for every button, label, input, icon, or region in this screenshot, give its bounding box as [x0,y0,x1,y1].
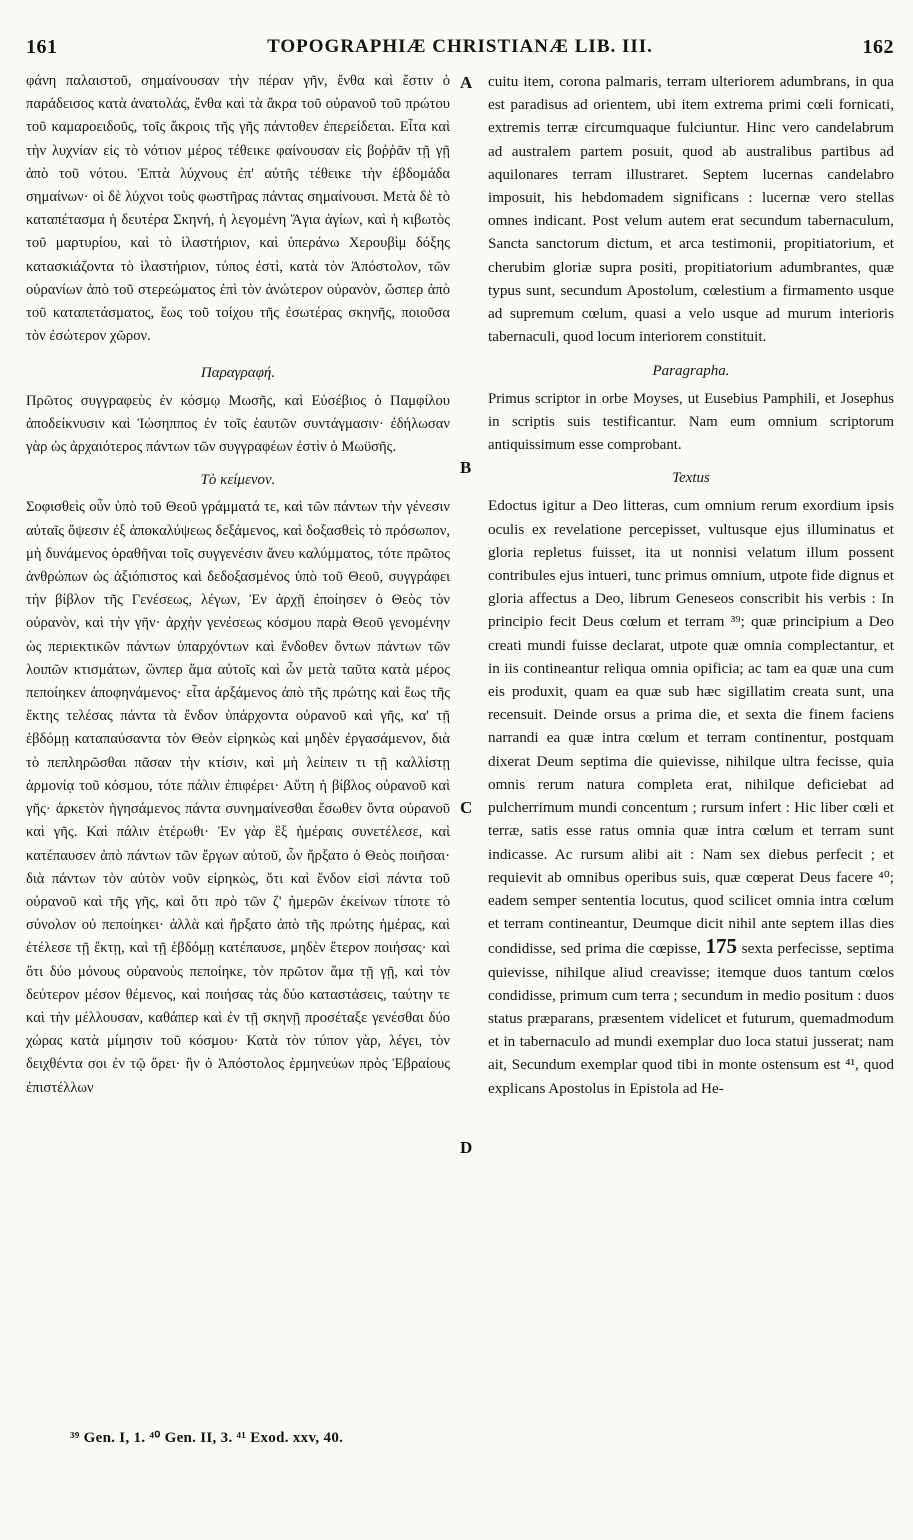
greek-paragraph-3: Σοφισθεὶς οὖν ὑπὸ τοῦ Θεοῦ γράμματά τε, καὶ τῶν πάντων τὴν γένεσιν αὐταῖς ὄψεσιν ἐξ ἀποκαλύψεως δεξάμενος, καὶ δοξασθεὶς τὸ πρόσωπον, μὴ δυνάμενος ὁραθῆναι τοῖς συγγενέσιν ἄνευ καλύμματος, τότε πρῶτος ἀνθρώπων ὡς ἀξιόπιστος καὶ δεδοξασμένος ὑπὸ τοῦ Θεοῦ, συγγράφει τὴν βίβλον τῆς Γενέσεως, λέγων, Ἐν ἀρχῇ ἐποίησεν ὁ Θεὸς τὸν οὐρανὸν, καὶ τὴν γῆν· ἀρχὴν γενέσεως κόσμου παρὰ Θεοῦ γενομένην ὡς περιεκτικῶν πάντων ὑπαρχόντων καὶ ἔνδοθεν ὄντων πάντων τῶν λοιπῶν κτισμάτων, ὥνπερ ἅμα αὐτοῖς καὶ ὧν μετὰ ταῦτα κατὰ μέρος πεποίηκεν ἀποφηνάμενος· εἶτα ἀρξάμενος ἀπὸ τῆς πρώτης καὶ ἕως τῆς ἕκτης τελέσας πάντα τὰ ἔνδον ὑπάρχοντα οὐρανοῦ καὶ γῆς, κα' τῇ ἑβδόμῃ καταπαύσαντα τὸν Θεὸν εἰρηκὼς καὶ μηδὲν ἐργασάμενον, διὰ τὸ πεπληρῶσθαι πᾶσαν τὴν κτίσιν, καὶ μὴ λείπειν τι τῇ καλλίστῃ ἁρμονίᾳ τοῦ κόσμου, τότε πάλιν ἐπιφέρει· Αὕτη ἡ βίβλος οὐρανοῦ καὶ γῆς· ἀρκετὸν ἡγησάμενος πάντα συνημαίνεσθαι ἔσωθεν ὄντα οὐρανοῦ καὶ γῆς. Καὶ πάλιν ἑτέρωθι· Ἐν γὰρ ἓξ ἡμέραις συνετέλεσε, καὶ κατέπαυσεν ἀπὸ πάντων τῶν ἔργων αὐτοῦ, ὧν ἤρξατο ὁ Θεὸς ποιῆσαι· διὰ πάντων τὸν αὐτὸν νοῦν εἰρηκὼς, ὅτι καὶ ἔνδον εἰσὶ πάντα τοῦ οὐρανοῦ καὶ τῆς γῆς, καὶ ὅτι πρὸ τῶν ζ' ἡμερῶν ἐκείνων τίποτε τὸ σύνολον οὐ πεποίηκει· ἀλλὰ καὶ ἤρξατο ἀπὸ τῆς πρώτης ἡμέρας, καὶ ἐτέλεσε τῇ ἕκτῃ, καὶ τῇ ἑβδόμῃ κατέπαυσε, μηδὲν ἕτερον ποιήσας· καὶ ὅτι δύο μόνους οὐρανοὺς πεποίηκε, τὸν πρῶτον ἅμα τῇ γῇ, καὶ τὸν δεύτερον μέσον θέμενος, καὶ ποιήσας τὰς δύο καταστάσεις, ταύτην τε καὶ τὴν μέλλουσαν, καθάπερ καὶ ἐν τῇ σκηνῇ προσέταξε γενέσθαι δύο χώρας κατὰ μίμησιν τοῦ κόσμου· Κατὰ τὸν τύπον γὰρ, λέγει, τὸν δειχθέντα σοι ἐν τῷ ὄρει· ἣν ὁ Ἀπόστολος ἑρμηνεύων πρὸς Ἑβραίους ἐπιστέλλων [26,499,450,1096]
latin-paragraph-2: Primus scriptor in orbe Moyses, ut Eusebius Pamphili, et Josephus in scriptis suis testificantur. Nam eum omnium scriptorum antiquissimum esse comprobant. [488,390,894,454]
running-title: TOPOGRAPHIÆ CHRISTIANÆ LIB. III. [267,36,653,57]
greek-paragraph-2: Πρῶτος συγγραφεὺς ἐν κόσμῳ Μωσῆς, καὶ Εὐσέβιος ὁ Παμφίλου ἀποδείκνυσιν καὶ Ἰώσηππος ἐν τοῖς ἑαυτῶν συντάγμασιν· ἐδήλωσαν γὰρ ὡς ἀρχαιότερος πάντων τῶν συγγραφέων ἐστὶν ὁ Μωϋσῆς. [26,392,450,456]
latin-column [488,70,894,1100]
margin-marker-d: D [460,1138,473,1157]
left-page-number: 161 [26,35,58,58]
greek-heading-text: Τὸ κείμενον. [200,472,276,489]
right-page-number: 162 [862,35,894,58]
footnotes: ³⁹ Gen. I, 1. ⁴⁰ Gen. II, 3. ⁴¹ Exod. xxv, 40. [70,1430,344,1446]
greek-paragraph-1: φάνη παλαιστοῦ, σημαίνουσαν τὴν πέραν γῆν, ἔνθα καὶ ἔστιν ὁ παράδεισος κατὰ ἀνατολάς, ἔνθα καὶ τὰ ἄκρα τοῦ οὐρανοῦ τοῦ πρώτου τοῦ καμαροειδοῦς, τοῖς ἄκροις τῆς γῆς πάντοθεν ἐπερείδεται. Εἶτα καὶ τὴν λυχνίαν εἰς τὸ νότιον μέρος τέθεικε φαίνουσαν εἰς βοῤῥᾶν τῇ γῇ ἀπὸ τοῦ νότου. Ἑπτὰ λύχνους ἐπ' αὐτῆς τέθεικε τὴν ἑβδομάδα σημαίνων· οἱ δὲ λύχνοι τοὺς φωστῆρας πάντας σημαίνουσι. Μετὰ δὲ τὸ καταπέτασμα ἡ δευτέρα Σκηνή, ἡ λεγομένη Ἅγια ἁγίων, καὶ ἡ κιβωτὸς τοῦ μαρτυρίου, καὶ τὸ ἱλαστήριον, καὶ ὑπεράνω Χερουβὶμ δόξης κατασκιάζοντα τὸ ἱλαστήριον, τύπος ἐστὶ, κατὰ τὸν Ἀπόστολον, τῶν οὐρανίων ἀπὸ τοῦ στερεώματος ἐπὶ τὸν ἀνώτερον οὐρανὸν, ὥσπερ ἀπὸ τοῦ καταπετάσματος, ἕως τοῦ τοίχου τῆς ἐσωτέρας σκηνῆς, ποιοῦσα τὸν ἐσώτερον χῶρον. [26,73,450,345]
latin-paragraph-3 [488,494,894,1099]
greek-heading-paragraph: Παραγραφή. [200,365,276,382]
latin-paragraph-3a: Edoctus igitur a Deo litteras, cum omnium rerum exordium ipsis oculis ex revelatione percepisset, vultusque ejus illuminatus et gloria repletus fuisset, ita ut nonnisi velatum illum possent contribules ejus intueri, tunc primus omnium, utpote fide dignus et gloria affectus a Deo, librum Geneseos conscribit his verbis : In principio fecit Deus cœlum et terram ³⁹; quæ principium a Deo creati mundi fuisse declarat, utpote quæ omnia complectantur, et in iis contineantur reliqua omnia opificia; ac tam ea quæ una cum eis produxit, quam ea quæ sub hæc sigillatim creata sunt, una recensuit. Deinde orsus a prima die, et sexta die finem faciens narrandi ea quæ intra cœlum et terram continentur, postquam dixerat Deum septima die quievisse, nihilque ultra fecisse, quia omnis rerum natura completa erat, nihilque deficiebat ad pulcherrimum mundi concentum ; rursum infert : Hic liber cœli et terræ, satis esse ratus omnia quæ intra cœlum et terram sunt indicasse. Ac rursum alibi ait : Nam sex diebus perfecit ; et requievit ab omnibus operibus suis, quæ cœperat Deus facere ⁴⁰; eadem semper sententia locutus, quod scilicet omnia intra cœlum et terram contineantur, Deumque dicit nihil ante septem illas dies condidisse, sed prima die cœpisse, [488,497,894,958]
page-header [26,32,894,62]
margin-marker-b: B [460,458,472,477]
latin-paragraph-1: cuitu item, corona palmaris, terram ulteriorem adumbrans, in qua est paradisus ad orientem, ubi item extrema primi cœli fornicati, extremis terræ circumquaque fulciuntur. Hinc vero candelabrum ad australem partem posuit, quod ab australibus partibus ad aquilonares terram illustraret. Septem lucernas candelabro imposuit, his hebdomadem significans : lucernæ vero stellas omnes indicant. Post velum autem erat secundum tabernaculum, Sancta sanctorum dictum, et arca testimonii, propitiatorium, et cherubim gloriæ supra positi, propitiatorium adumbrantes, quæ typus sunt, secundum Apostolum, cœlestium a firmamento usque ad supremum cœlum, quasi a velo usque ad murum interioris tabernaculi, quod locum interiorem constituit. [488,73,894,346]
column-number-175: 175 [705,934,737,959]
greek-column [26,70,450,1100]
page [20,10,898,1530]
margin-marker-c: C [460,798,473,817]
latin-heading-paragraph: Paragrapha. [652,363,730,380]
margin-marker-a: A [460,73,473,92]
latin-heading-text: Textus [672,470,710,487]
latin-paragraph-3b: sexta perfecisse, septima quievisse, nihilque aliud creavisse; itemque duos tantum cœlos condidisse, primum cum terra ; secundum in medio positum : duos status præparans, præsentem videlicet et futurum, quemadmodum et in tabernaculo ad mundi exemplar duo loca statui jusserat; nam ait, Secundum exemplar quod tibi in monte ostensum est ⁴¹, quod explicans Apostolus in Epistola ad He- [488,940,894,1097]
